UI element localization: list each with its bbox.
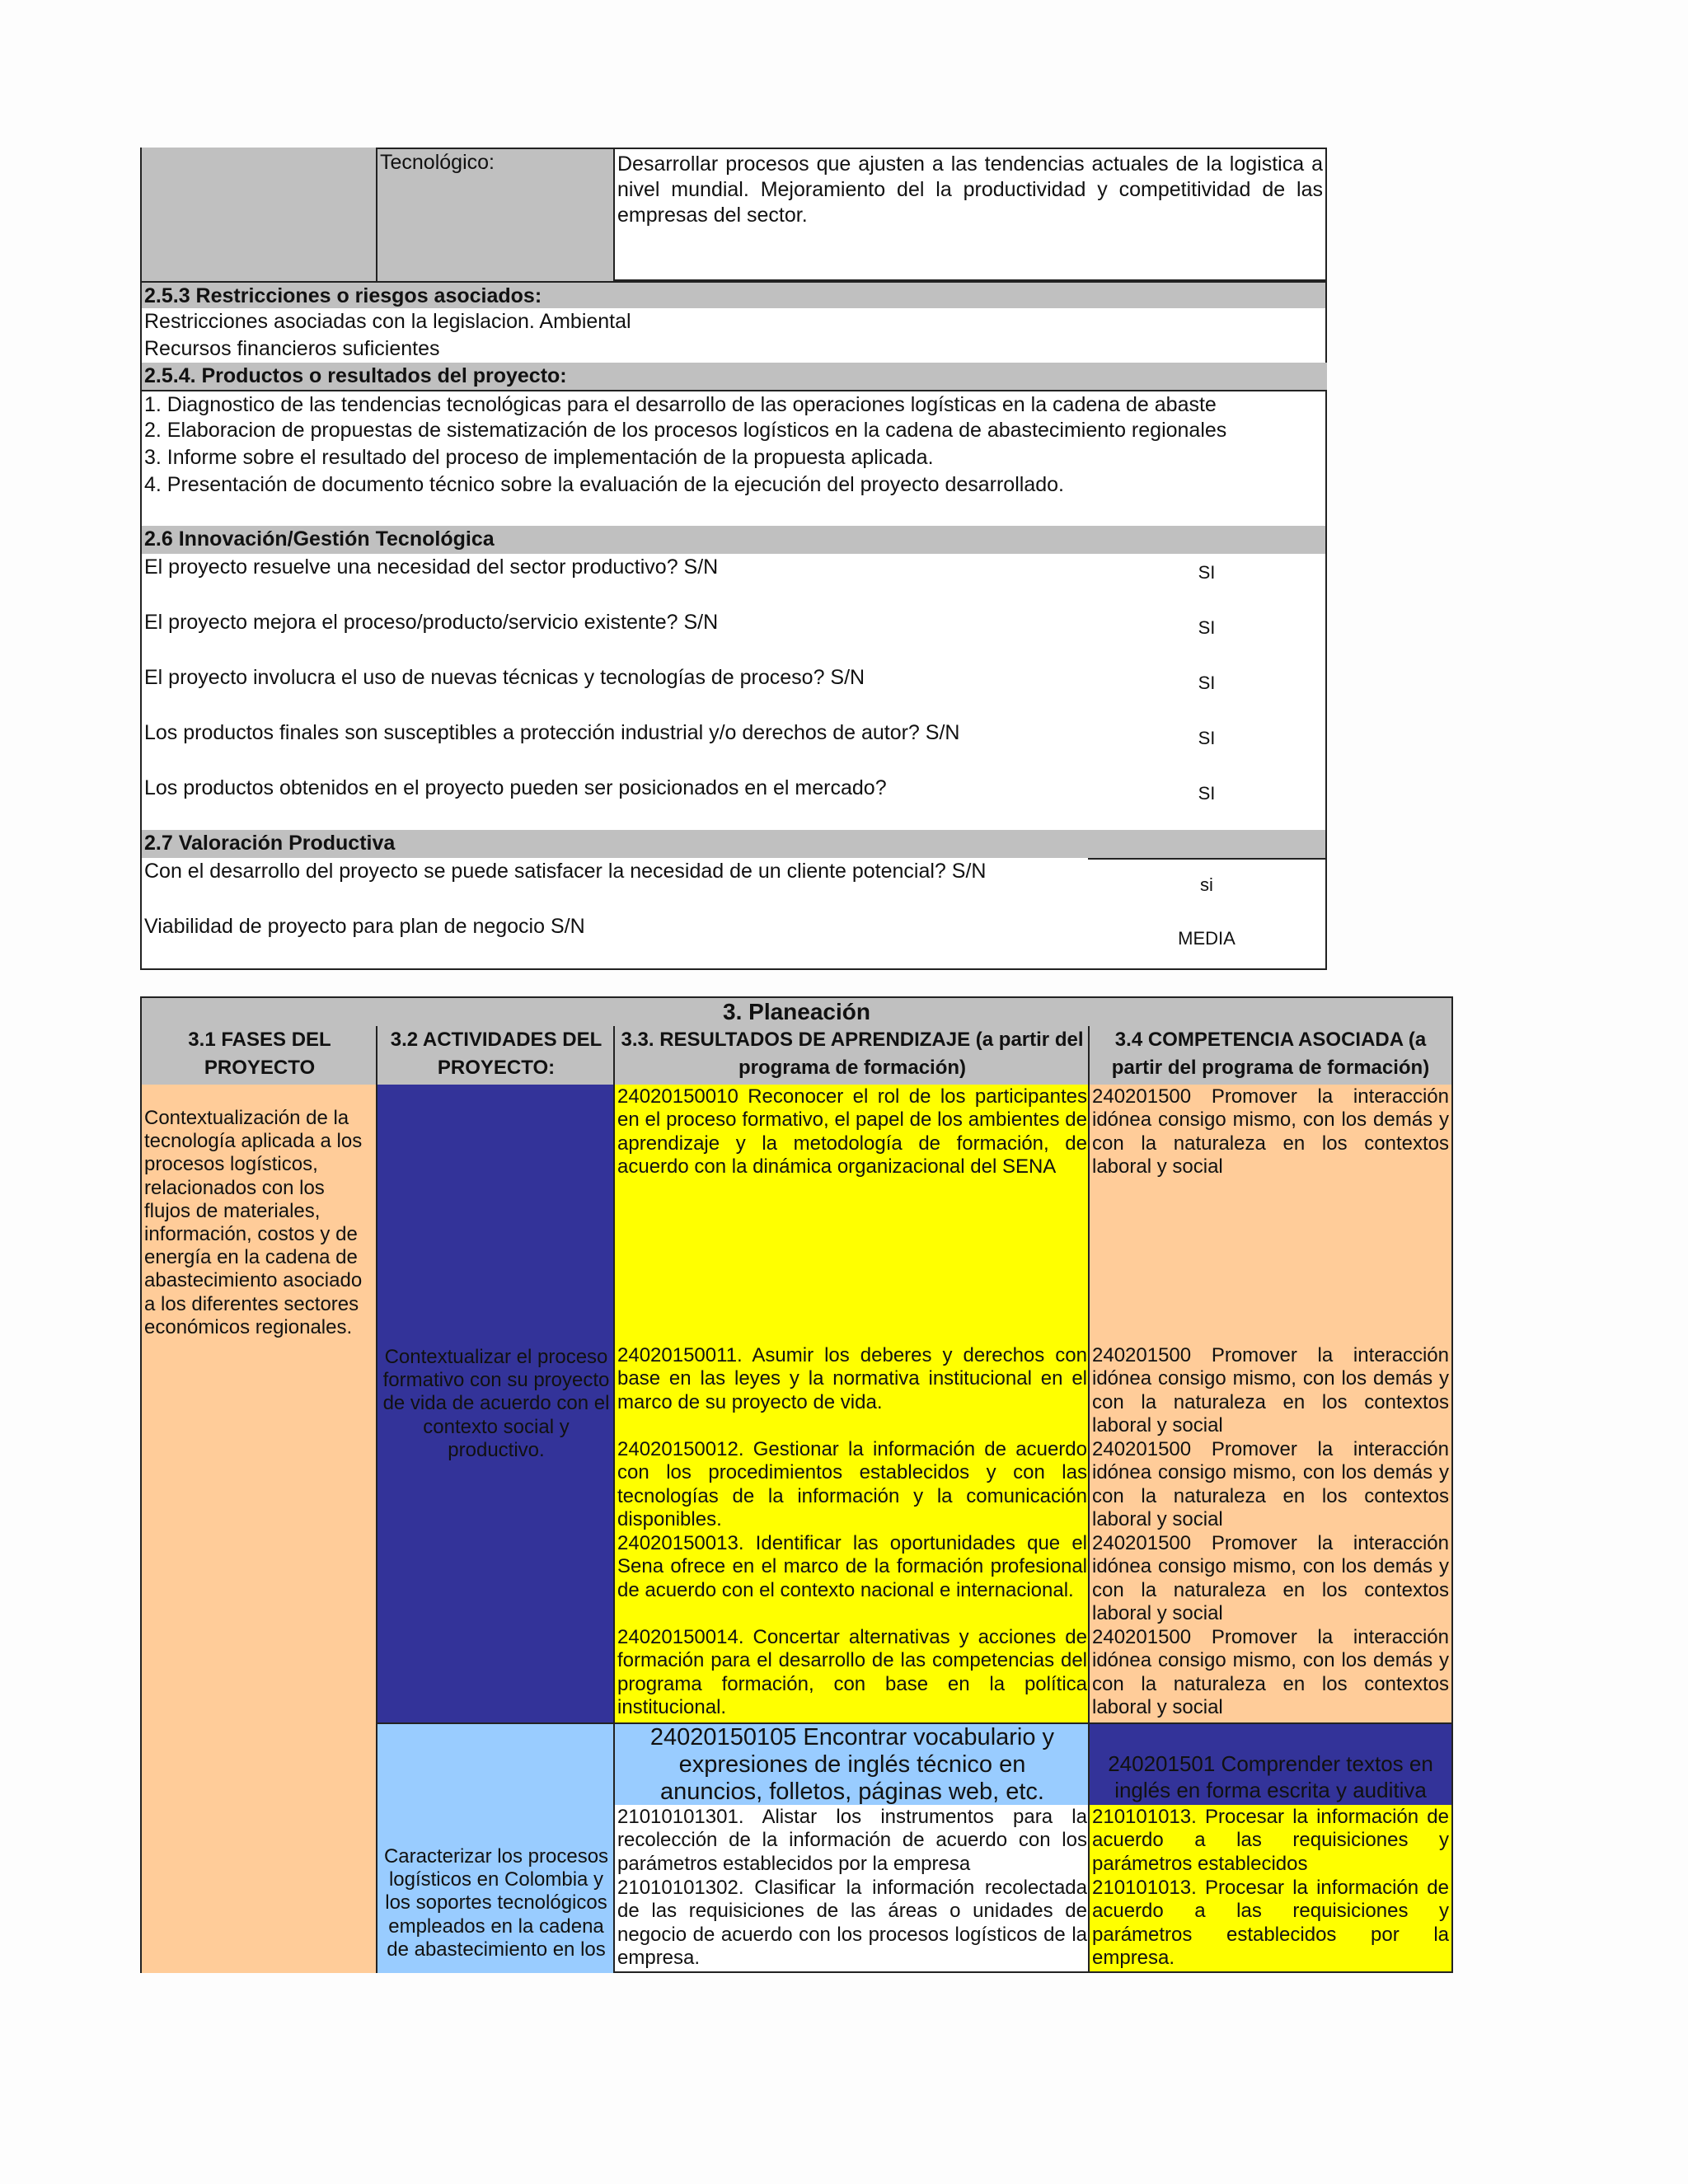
innovacion-answer: SI bbox=[1198, 783, 1216, 804]
innovacion-question: El proyecto involucra el uso de nuevas técnicas y tecnologías de proceso? S/N bbox=[144, 666, 865, 689]
valoracion-answer: si bbox=[1200, 874, 1213, 895]
resultado-text: 21010101301. Alistar los instrumentos para la recolección de la información de acuerdo con los parámetros establecidos por la empresa bbox=[617, 1806, 1087, 1875]
valoracion-question-cell bbox=[140, 858, 1090, 915]
restricciones-row bbox=[140, 308, 1327, 337]
valoracion-answer-cell bbox=[1088, 913, 1327, 970]
tecnologico-text: Desarrollar procesos que ajusten a las tendencias actuales de la logistica a nivel mundial. Mejoramiento del la productividad y competitividad de las empresas del sector. bbox=[617, 152, 1323, 227]
actividad-cell bbox=[376, 1085, 615, 1724]
header-actividades bbox=[376, 1026, 615, 1086]
fase-cell bbox=[140, 1085, 377, 1973]
innovacion-answer: SI bbox=[1198, 673, 1216, 693]
tecnologico-text-cell bbox=[613, 148, 1327, 281]
competencia-cell bbox=[1088, 1531, 1453, 1627]
competencia-cell bbox=[1088, 1805, 1453, 1877]
productos-row bbox=[140, 417, 1327, 446]
resultado-text: 24020150010 Reconocer el rol de los participantes en el proceso formativo, el papel de los ambientes de aprendizaje y la metodología de formación, de acuerdo con la dinámica organizacional del SENA bbox=[617, 1085, 1087, 1179]
valoracion-question: Viabilidad de proyecto para plan de negocio S/N bbox=[144, 915, 585, 938]
innovacion-question: El proyecto resuelve una necesidad del sector productivo? S/N bbox=[144, 555, 719, 579]
innovacion-question-cell bbox=[140, 664, 1090, 721]
productos-heading-row bbox=[140, 363, 1327, 391]
valoracion-question: Con el desarrollo del proyecto se puede satisfacer la necesidad de un cliente potencial? S/N bbox=[144, 860, 987, 883]
resultado-text: 24020150011. Asumir los deberes y derechos con base en las leyes y la normativa institucional en el marco de su proyecto de vida. bbox=[617, 1344, 1087, 1413]
resultado-text: 24020150014. Concertar alternativas y acciones de formación para el desarrollo de las competencias del programa formación, con base en la política institucional. bbox=[617, 1626, 1087, 1719]
valoracion-heading-row bbox=[140, 830, 1327, 860]
competencia-cell bbox=[1088, 1876, 1453, 1973]
header-resultados bbox=[613, 1026, 1090, 1086]
restricciones-heading: 2.5.3 Restricciones o riesgos asociados: bbox=[144, 284, 542, 307]
innovacion-answer: SI bbox=[1198, 728, 1216, 748]
innovacion-answer-cell bbox=[1088, 775, 1327, 832]
competencia-text: 240201500 Promover la interacción idónea consigo mismo, con los demás y con la naturaleza en los contextos laboral y social bbox=[1092, 1438, 1449, 1531]
competencia-text: 240201500 Promover la interacción idónea consigo mismo, con los demás y con la naturaleza en los contextos laboral y social bbox=[1092, 1626, 1449, 1719]
innovacion-answer: SI bbox=[1198, 617, 1216, 638]
innovacion-question-cell bbox=[140, 719, 1090, 776]
restricciones-item: Restricciones asociadas con la legislacion. Ambiental bbox=[144, 310, 631, 333]
competencia-text: 240201500 Promover la interacción idónea consigo mismo, con los demás y con la naturaleza en los contextos laboral y social bbox=[1092, 1532, 1449, 1625]
innovacion-answer-cell bbox=[1088, 664, 1327, 721]
resultado-cell bbox=[613, 1805, 1090, 1877]
productos-heading: 2.5.4. Productos o resultados del proyecto: bbox=[144, 364, 567, 387]
header-resultados-label: 3.3. RESULTADOS DE APRENDIZAJE (a partir del programa de formación) bbox=[621, 1029, 1084, 1079]
productos-row bbox=[140, 390, 1327, 419]
header-fases-label: 3.1 FASES DEL PROYECTO bbox=[188, 1029, 331, 1079]
valoracion-heading: 2.7 Valoración Productiva bbox=[144, 832, 396, 855]
innovacion-answer-cell bbox=[1088, 554, 1327, 611]
valoracion-question-cell bbox=[140, 913, 1090, 970]
resultado-cell bbox=[613, 1625, 1090, 1724]
valoracion-answer: MEDIA bbox=[1178, 928, 1236, 949]
competencia-ingles-cell bbox=[1088, 1722, 1453, 1807]
competencia-text: 210101013. Procesar la información de acuerdo a las requisiciones y parámetros establecidos por la empresa. bbox=[1092, 1877, 1449, 1970]
restricciones-heading-row bbox=[140, 281, 1327, 310]
competencia-text: 240201500 Promover la interacción idónea consigo mismo, con los demás y con la naturaleza en los contextos laboral y social bbox=[1092, 1085, 1449, 1179]
resultado-ingles-cell bbox=[613, 1722, 1090, 1807]
planeacion-title-row bbox=[140, 996, 1453, 1028]
innovacion-answer: SI bbox=[1198, 562, 1216, 583]
empty-row bbox=[140, 499, 1327, 527]
productos-item: 2. Elaboracion de propuestas de sistematización de los procesos logísticos en la cadena de abastecimiento regionales bbox=[144, 419, 1227, 442]
productos-item: 4. Presentación de documento técnico sobre la evaluación de la ejecución del proyecto desarrollado. bbox=[144, 473, 1064, 496]
productos-item: 3. Informe sobre el resultado del proceso de implementación de la propuesta aplicada. bbox=[144, 446, 934, 469]
innovacion-question: Los productos finales son susceptibles a protección industrial y/o derechos de autor? S/N bbox=[144, 721, 960, 744]
innovacion-question: El proyecto mejora el proceso/producto/servicio existente? S/N bbox=[144, 611, 719, 634]
resultado-cell bbox=[613, 1531, 1090, 1627]
resultado-text: 24020150013. Identificar las oportunidades que el Sena ofrece en el marco de la formación profesional de acuerdo con el contexto nacional e internacional. bbox=[617, 1532, 1087, 1601]
resultado-text: 21010101302. Clasificar la información recolectada de las requisiciones de las áreas o unidades de negocio de acuerdo con los procesos logísticos de la empresa. bbox=[617, 1877, 1087, 1970]
innovacion-question-cell bbox=[140, 554, 1090, 611]
innovacion-question-cell bbox=[140, 775, 1090, 832]
planeacion-title: 3. Planeación bbox=[723, 999, 870, 1024]
innovacion-heading-row bbox=[140, 526, 1327, 555]
competencia-cell bbox=[1088, 1625, 1453, 1724]
valoracion-answer-cell bbox=[1088, 858, 1327, 915]
competencia-cell bbox=[1088, 1437, 1453, 1533]
innovacion-answer-cell bbox=[1088, 609, 1327, 666]
resultado-cell bbox=[613, 1876, 1090, 1973]
top-gray-cell bbox=[140, 148, 377, 281]
fase-text: Contextualización de la tecnología aplicada a los procesos logísticos, relacionados con los flujos de materiales, información, costos y de energía en la cadena de abastecimiento asociado a los diferentes sectores económicos regionales. bbox=[144, 1107, 363, 1338]
actividad-text: Contextualizar el proceso formativo con su proyecto de vida de acuerdo con el contexto social y productivo. bbox=[382, 1346, 610, 1461]
tecnologico-label-cell bbox=[376, 148, 615, 281]
tecnologico-label: Tecnológico: bbox=[380, 151, 495, 174]
header-competencia-label: 3.4 COMPETENCIA ASOCIADA (a partir del programa de formación) bbox=[1111, 1029, 1430, 1079]
header-fases bbox=[140, 1026, 377, 1086]
resultado-text: 24020150012. Gestionar la información de acuerdo con los procedimientos establecidos y con las tecnologías de la información y la comunicación disponibles. bbox=[617, 1438, 1087, 1531]
resultado-cell bbox=[613, 1437, 1090, 1533]
resultado-cell bbox=[613, 1343, 1090, 1439]
actividad-text: Caracterizar los procesos logísticos en Colombia y los soportes tecnológicos empleados en la cadena de abastecimiento en los bbox=[383, 1845, 609, 1961]
resultado-cell bbox=[613, 1085, 1090, 1345]
innovacion-answer-cell bbox=[1088, 719, 1327, 776]
competencia-ingles-text: 240201501 Comprender textos en inglés en forma escrita y auditiva bbox=[1108, 1751, 1433, 1802]
productos-item: 1. Diagnostico de las tendencias tecnológicas para el desarrollo de las operaciones logísticas en la cadena de abaste bbox=[144, 393, 1217, 416]
productos-row bbox=[140, 471, 1327, 500]
actividad-ingles-cell bbox=[376, 1722, 615, 1807]
actividad-cell bbox=[376, 1805, 615, 1973]
productos-row bbox=[140, 444, 1327, 473]
restricciones-row bbox=[140, 335, 1327, 364]
competencia-cell bbox=[1088, 1085, 1453, 1345]
restricciones-item: Recursos financieros suficientes bbox=[144, 337, 440, 360]
innovacion-question-cell bbox=[140, 609, 1090, 666]
header-actividades-label: 3.2 ACTIVIDADES DEL PROYECTO: bbox=[390, 1029, 603, 1079]
competencia-cell bbox=[1088, 1343, 1453, 1439]
competencia-text: 240201500 Promover la interacción idónea consigo mismo, con los demás y con la naturaleza en los contextos laboral y social bbox=[1092, 1344, 1449, 1437]
innovacion-question: Los productos obtenidos en el proyecto pueden ser posicionados en el mercado? bbox=[144, 776, 887, 799]
innovacion-heading: 2.6 Innovación/Gestión Tecnológica bbox=[144, 527, 495, 551]
header-competencia bbox=[1088, 1026, 1453, 1086]
competencia-text: 210101013. Procesar la información de acuerdo a las requisiciones y parámetros establecidos bbox=[1092, 1806, 1449, 1875]
resultado-ingles-text: 24020150105 Encontrar vocabulario y expresiones de inglés técnico en anuncios, folletos, páginas web, etc. bbox=[649, 1724, 1055, 1805]
